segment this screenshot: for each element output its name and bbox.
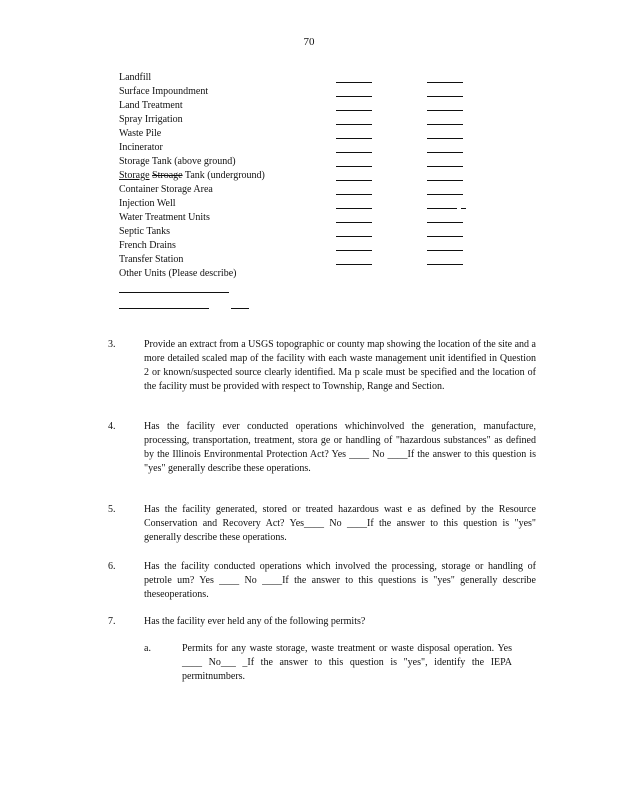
answer-blank[interactable] (336, 222, 372, 223)
question-text: Has the facility generated, stored or treated hazardous wast e as defined by the Resource Conservation and Recovery Act? Yes____ No ____If the answer to this question is "yes" generally describe these operations. (144, 504, 536, 543)
answer-blank[interactable] (336, 96, 372, 97)
unit-label: Tank (underground) (184, 170, 265, 181)
answer-blank[interactable] (336, 138, 372, 139)
unit-label: Incinerator (119, 142, 163, 153)
describe-blank[interactable] (119, 308, 209, 309)
answer-blank[interactable] (427, 236, 463, 237)
unit-label: Transfer Station (119, 254, 184, 265)
question-text: Has the facility ever conducted operations whichinvolved the generation, manufacture, processing, transportation, treatment, stora ge or handling of "hazardous substances" as defined by the Illinois Environmental Protection Act? Yes ____ No ____If the answer to this question is "yes" generally describe these operations. (144, 421, 536, 474)
answer-blank[interactable] (427, 82, 463, 83)
unit-label: Waste Pile (119, 128, 162, 139)
unit-label: Septic Tanks (119, 226, 171, 237)
unit-label: Storage Tank (above ground) (119, 156, 236, 167)
unit-row-spray-irrigation (119, 113, 479, 127)
question-number: 7. (108, 616, 116, 627)
sub-question-letter: a. (144, 643, 151, 654)
answer-blank[interactable] (336, 110, 372, 111)
unit-row-storage-tank-underground (119, 169, 479, 183)
unit-label: Injection Well (119, 198, 176, 209)
answer-blank[interactable] (427, 110, 463, 111)
unit-label: Water Treatment Units (119, 212, 210, 223)
question-text: Provide an extract from a USGS topographic or county map showing the location of the site and a more detailed scaled map of the facility with each waste management unit identified in Question 2 or known/suspected source clearly identified. Ma p scale must be specified and the location of the facility must be provided with respect to Township, Range and Section. (144, 339, 536, 392)
answer-blank[interactable] (336, 236, 372, 237)
unit-row-other-units (119, 267, 479, 281)
answer-blank[interactable] (427, 250, 463, 251)
answer-blank[interactable] (427, 208, 457, 209)
answer-blank[interactable] (427, 264, 463, 265)
answer-blank[interactable] (336, 264, 372, 265)
answer-blank[interactable] (427, 96, 463, 97)
unit-label: Other Units (Please describe) (119, 268, 237, 279)
unit-label: Land Treatment (119, 100, 183, 111)
answer-blank[interactable] (336, 124, 372, 125)
answer-blank[interactable] (336, 180, 372, 181)
unit-label: French Drains (119, 240, 176, 251)
unit-label: Container Storage Area (119, 184, 213, 195)
question-number: 5. (108, 504, 116, 515)
question-text: Has the facility conducted operations which involved the processing, storage or handling of petrole um? Yes ____ No ____If the answer to this questions is "yes" generally describe theseoperations. (144, 561, 536, 600)
unit-row-waste-pile (119, 127, 479, 141)
unit-label: Spray Irrigation (119, 114, 183, 125)
answer-blank[interactable] (427, 124, 463, 125)
unit-row-storage-tank-above (119, 155, 479, 169)
unit-row-septic-tanks (119, 225, 479, 239)
sub-question-text: Permits for any waste storage, waste treatment or waste disposal operation. Yes ____ No___ _If the answer to this question is "yes", identify the IEPA permitnumbers. (182, 643, 512, 682)
answer-blank[interactable] (427, 194, 463, 195)
unit-row-landfill (119, 71, 479, 85)
waste-units-list (119, 71, 479, 281)
answer-blank[interactable] (336, 194, 372, 195)
answer-blank[interactable] (427, 138, 463, 139)
answer-blank-fragment (461, 208, 466, 209)
unit-row-water-treatment (119, 211, 479, 225)
answer-blank[interactable] (336, 166, 372, 167)
unit-row-incinerator (119, 141, 479, 155)
unit-label: Storage (119, 170, 150, 181)
question-number: 3. (108, 339, 116, 350)
answer-blank[interactable] (427, 152, 463, 153)
page-number: 70 (303, 36, 315, 48)
describe-blank[interactable] (119, 292, 229, 293)
unit-row-land-treatment (119, 99, 479, 113)
unit-label: Surface Impoundment (119, 86, 209, 97)
answer-blank[interactable] (336, 82, 372, 83)
unit-row-transfer-station (119, 253, 479, 267)
unit-row-french-drains (119, 239, 479, 253)
answer-blank[interactable] (427, 180, 463, 181)
answer-blank[interactable] (427, 222, 463, 223)
describe-blank[interactable] (231, 308, 249, 309)
unit-row-surface-impoundment (119, 85, 479, 99)
struck-text: Stroage (152, 170, 183, 181)
question-text: Has the facility ever held any of the following permits? (144, 616, 366, 627)
answer-blank[interactable] (336, 208, 372, 209)
answer-blank[interactable] (336, 250, 372, 251)
answer-blank[interactable] (427, 166, 463, 167)
answer-blank[interactable] (336, 152, 372, 153)
unit-label: Landfill (119, 72, 152, 83)
unit-row-container-storage (119, 183, 479, 197)
question-number: 4. (108, 421, 116, 432)
question-number: 6. (108, 561, 116, 572)
unit-row-injection-well (119, 197, 479, 211)
